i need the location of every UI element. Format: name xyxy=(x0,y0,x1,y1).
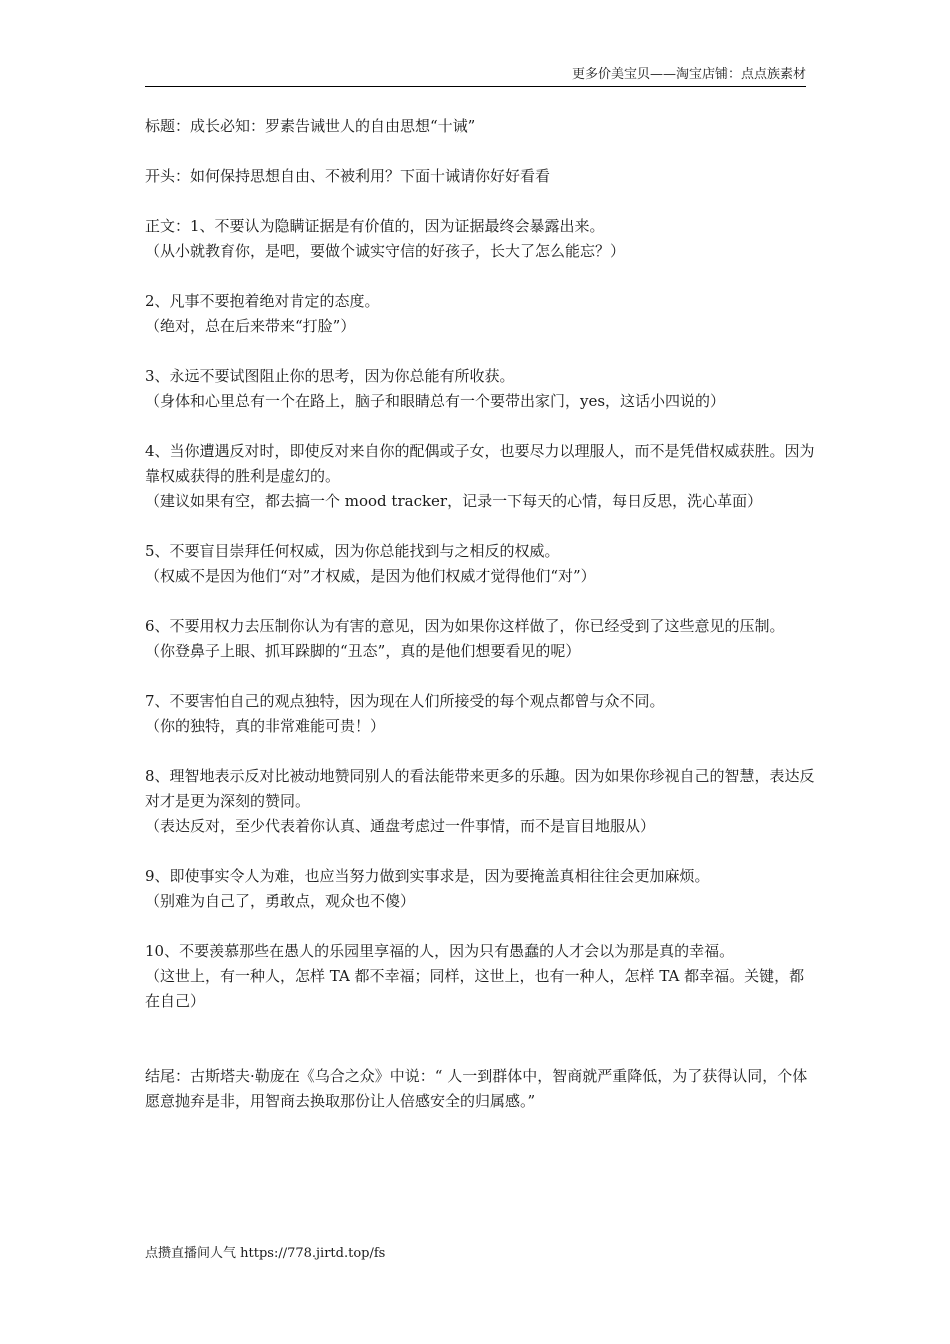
page-footer xyxy=(145,1244,385,1264)
article-ending: 结尾：古斯塔夫·勒庞在《乌合之众》中说：“ 人一到群体中，智商就严重降低，为了获得认同，个体愿意抛弃是非，用智商去换取那份让人倍感安全的归属感。” xyxy=(145,1067,808,1110)
item-1-text: 正文：1、不要认为隐瞒证据是有价值的，因为证据最终会暴露出来。 xyxy=(145,217,605,235)
header-text: 更多价美宝贝——淘宝店铺：点点族素材 xyxy=(571,67,806,82)
item-6-comment: （你登鼻子上眼、抓耳跺脚的“丑态”，真的是他们想要看见的呢） xyxy=(145,642,581,660)
item-5-text: 5、不要盲目崇拜任何权威，因为你总能找到与之相反的权威。 xyxy=(145,542,560,560)
article-title: 标题：成长必知：罗素告诫世人的自由思想“十诫” xyxy=(145,117,476,135)
footer-text: 点攒直播间人气 https://778.jirtd.top/fs xyxy=(145,1246,386,1261)
item-2-comment: （绝对，总在后来带来“打脸”） xyxy=(145,317,356,335)
item-7-comment: （你的独特，真的非常难能可贵！） xyxy=(145,717,386,735)
item-4-text: 4、当你遭遇反对时，即使反对来自你的配偶或子女，也要尽力以理服人，而不是凭借权威获胜。因为靠权威获得的胜利是虚幻的。 xyxy=(145,442,815,485)
item-9-comment: （别难为自己了，勇敢点，观众也不傻） xyxy=(145,892,416,910)
article-intro: 开头：如何保持思想自由、不被利用？下面十诫请你好好看看 xyxy=(145,167,551,185)
item-4-comment: （建议如果有空，都去搞一个 mood tracker，记录一下每天的心情，每日反思，洗心革面） xyxy=(145,492,763,510)
item-9-text: 9、即使事实令人为难，也应当努力做到实事求是，因为要掩盖真相往往会更加麻烦。 xyxy=(145,867,710,885)
page-header xyxy=(145,66,806,87)
item-8-text: 8、理智地表示反对比被动地赞同别人的看法能带来更多的乐趣。因为如果你珍视自己的智慧，表达反对才是更为深刻的赞同。 xyxy=(145,767,815,810)
item-10-comment: （这世上，有一种人，怎样 TA 都不幸福；同样，这世上，也有一种人，怎样 TA 都幸福。关键，都在自己） xyxy=(145,967,805,1010)
item-5-comment: （权威不是因为他们“对”才权威，是因为他们权威才觉得他们“对”） xyxy=(145,567,596,585)
item-6-text: 6、不要用权力去压制你认为有害的意见，因为如果你这样做了，你已经受到了这些意见的压制。 xyxy=(145,617,785,635)
item-8-comment: （表达反对，至少代表着你认真、通盘考虑过一件事情，而不是盲目地服从） xyxy=(145,817,656,835)
item-7-text: 7、不要害怕自己的观点独特，因为现在人们所接受的每个观点都曾与众不同。 xyxy=(145,692,665,710)
item-3-comment: （身体和心里总有一个在路上，脑子和眼睛总有一个要带出家门，yes，这话小四说的） xyxy=(145,392,726,410)
item-3-text: 3、永远不要试图阻止你的思考，因为你总能有所收获。 xyxy=(145,367,515,385)
item-1-comment: （从小就教育你，是吧，要做个诚实守信的好孩子，长大了怎么能忘？） xyxy=(145,242,626,260)
item-10-text: 10、不要羡慕那些在愚人的乐园里享福的人，因为只有愚蠢的人才会以为那是真的幸福。 xyxy=(145,942,735,960)
item-2-text: 2、凡事不要抱着绝对肯定的态度。 xyxy=(145,292,380,310)
article-body xyxy=(145,114,817,1114)
